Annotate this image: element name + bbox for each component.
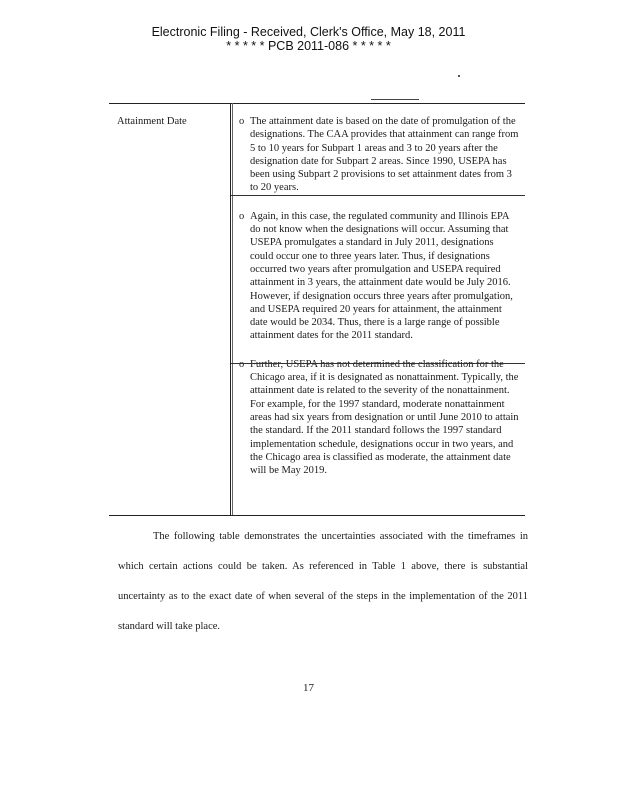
filing-stamp-line-2: * * * * * PCB 2011-086 * * * * *: [226, 39, 391, 53]
bullet-marker: o: [239, 116, 245, 127]
table-top-rule: [109, 103, 525, 104]
bullet-text: The attainment date is based on the date of promulgation of the designations. The CAA provides that attainment can range from 5 to 10 years for Subpart 1 areas and 3 to 20 years after the designation date for Subpart 2 areas. Since 1990, USEPA has been using Subpart 2 provisions to set attainment dates from 3 to 20 years.: [250, 116, 519, 194]
filing-stamp-line-1: Electronic Filing - Received, Clerk's Office, May 18, 2011: [151, 25, 466, 39]
filing-stamp: [0, 25, 617, 53]
table-bottom-rule: [109, 515, 525, 516]
page-number: 17: [303, 682, 314, 694]
bullet-separator: [231, 195, 525, 196]
scan-speck: [458, 75, 460, 77]
bullet-item: [239, 115, 519, 195]
bullet-item: [239, 210, 519, 343]
bullet-list: [239, 115, 519, 492]
bullet-item: [239, 358, 519, 478]
bullet-marker: o: [239, 358, 245, 370]
bullet-text: Again, in this case, the regulated community and Illinois EPA do not know when the designations will occur. Assuming that USEPA promulgates a standard in July 2011, designations could occur one to three years later. Thus, if designations occurred two years after promulgation and USEPA required attainment in 3 years, the attainment date would be July 2016. However, if designation occurs three years after promulgation, and USEPA required 20 years for attainment, the attainment date would be 2034. Thus, there is a large range of possible attainment dates for the 2011 standard.: [250, 210, 513, 342]
bullet-text: Further, USEPA has not determined the classification for the Chicago area, if it is designated as nonattainment. Typically, the attainment date is related to the severity of the nonattainment. For example, for the 1997 standard, moderate nonattainment areas had six years from designation or until June 2010 to attain the standard. If the 2011 standard follows the 1997 standard implementation schedule, designations occur in two years, and the Chicago area is classified as moderate, the attainment date will be May 2019.: [250, 358, 519, 477]
table-column-divider-inner: [232, 103, 233, 515]
bullet-separator: [231, 363, 525, 364]
row-label-attainment-date: Attainment Date: [117, 116, 187, 127]
table-column-divider: [230, 103, 231, 515]
body-paragraph: The following table demonstrates the uncertainties associated with the timeframes in which certain actions could be taken. As referenced in Table 1 above, there is substantial uncertainty as to the exact date of when several of the steps in the implementation of the 2011 standard will take place.: [118, 531, 528, 632]
table-top-rule-fragment: [371, 99, 419, 100]
bullet-marker: o: [239, 210, 245, 222]
